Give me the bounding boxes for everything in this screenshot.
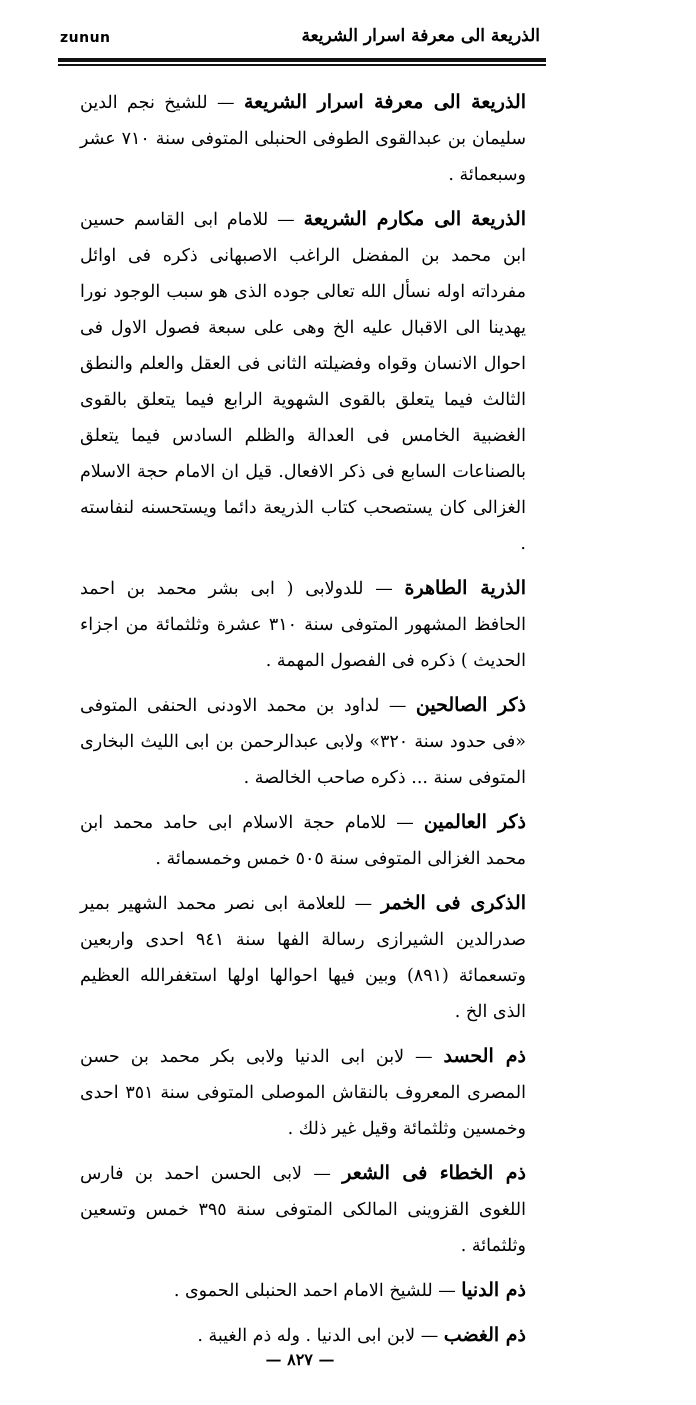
entry [80,84,526,193]
entry-text: — للامام حجة الاسلام ابى حامد محمد ابن محمد الغزالى المتوفى سنة ٥٠٥ خمس وخمسمائة . [80,813,526,869]
entry [80,1155,526,1264]
entry-title: الذريعة الى معرفة اسرار الشريعة [243,91,526,113]
header-rule-thick [58,58,546,62]
entry-title: الذرية الطاهرة [404,577,526,599]
entry-text: — لابن ابى الدنيا ولابى بكر محمد بن حسن المصرى المعروف بالنقاش الموصلى المتوفى سنة ٣٥١ احدى وخمسين وثلثمائة وقيل غير ذلك . [80,1047,526,1139]
entry-text: — لابى الحسن احمد بن فارس اللغوى القزوينى المالكى المتوفى سنة ٣٩٥ خمس وتسعين وثلثمائة . [80,1164,526,1256]
entry-title: الذريعة الى مكارم الشريعة [303,208,526,230]
entry [80,804,526,877]
entry [80,1038,526,1147]
entry-title: الذكرى فى الخمر [381,892,526,914]
entry-title: ذكر العالمين [423,811,526,833]
entry-text: — للامام ابى القاسم حسين ابن محمد بن المفضل الراغب الاصبهانى ذكره فى اوائل مفرداته اوله نسأل الله تعالى جوده الذى هو سبب الوجود نورا يهدينا الى الاقبال عليه الخ وهى على سبعة فصول الاول فى احوال الانسان وقواه وفضيلته الثانى فى العقل والعلم والنطق الثالث فيما يتعلق بالقوى الشهوية الرابع فيما يتعلق بالقوى الغضبية الخامس فى العدالة والظلم السادس فيما يتعلق بالصناعات السابع فى ذكر الافعال. قيل ان الامام حجة الاسلام الغزالى كان يستصحب كتاب الذريعة دائما ويستحسنه لنفاسته . [80,210,526,554]
entry [80,1317,526,1354]
entry [80,1272,526,1309]
entry [80,570,526,679]
entry-text: — للشيخ نجم الدين سليمان بن عبدالقوى الطوفى الحنبلى المتوفى سنة ٧١٠ عشر وسبعمائة . [80,93,526,185]
site-watermark: zunun [60,30,111,46]
entry [80,687,526,796]
entry-text: — لابن ابى الدنيا . وله ذم الغيبة . [197,1326,439,1346]
entry-text: — للدولابى ( ابى بشر محمد بن احمد الحافظ المشهور المتوفى سنة ٣١٠ عشرة وثلثمائة من اجزاء الحديث ) ذكره فى الفصول المهمة . [80,579,526,671]
entry-text: — لداود بن محمد الاودنى الحنفى المتوفى «فى حدود سنة ٣٢٠» ولابى عبدالرحمن بن ابى الليث البخارى المتوفى سنة ... ذكره صاحب الخالصة . [80,696,526,788]
entry-title: ذم الدنيا [461,1279,526,1301]
entry-title: ذكر الصالحين [415,694,526,716]
entries-body [80,78,526,1354]
entry [80,201,526,562]
page-number: — ٨٢٧ — [265,1350,335,1369]
entry-text: — للعلامة ابى نصر محمد الشهير بمير صدرالدين الشيرازى رسالة الفها سنة ٩٤١ احدى واربعين وتسعمائة (٨٩١) وبين فيها احوالها اولها استغفرالله العظيم الذى الخ . [80,894,527,1022]
entry-title: ذم الخطاء فى الشعر [342,1162,526,1184]
running-title: الذريعة الى معرفة اسرار الشريعة [301,26,540,46]
entry-title: ذم الغضب [443,1324,526,1346]
running-header [52,26,540,54]
entry-text: — للشيخ الامام احمد الحنبلى الحموى . [173,1281,456,1301]
entry-title: ذم الحسد [443,1045,526,1067]
entry [80,885,526,1030]
header-rule-thin [58,64,546,66]
